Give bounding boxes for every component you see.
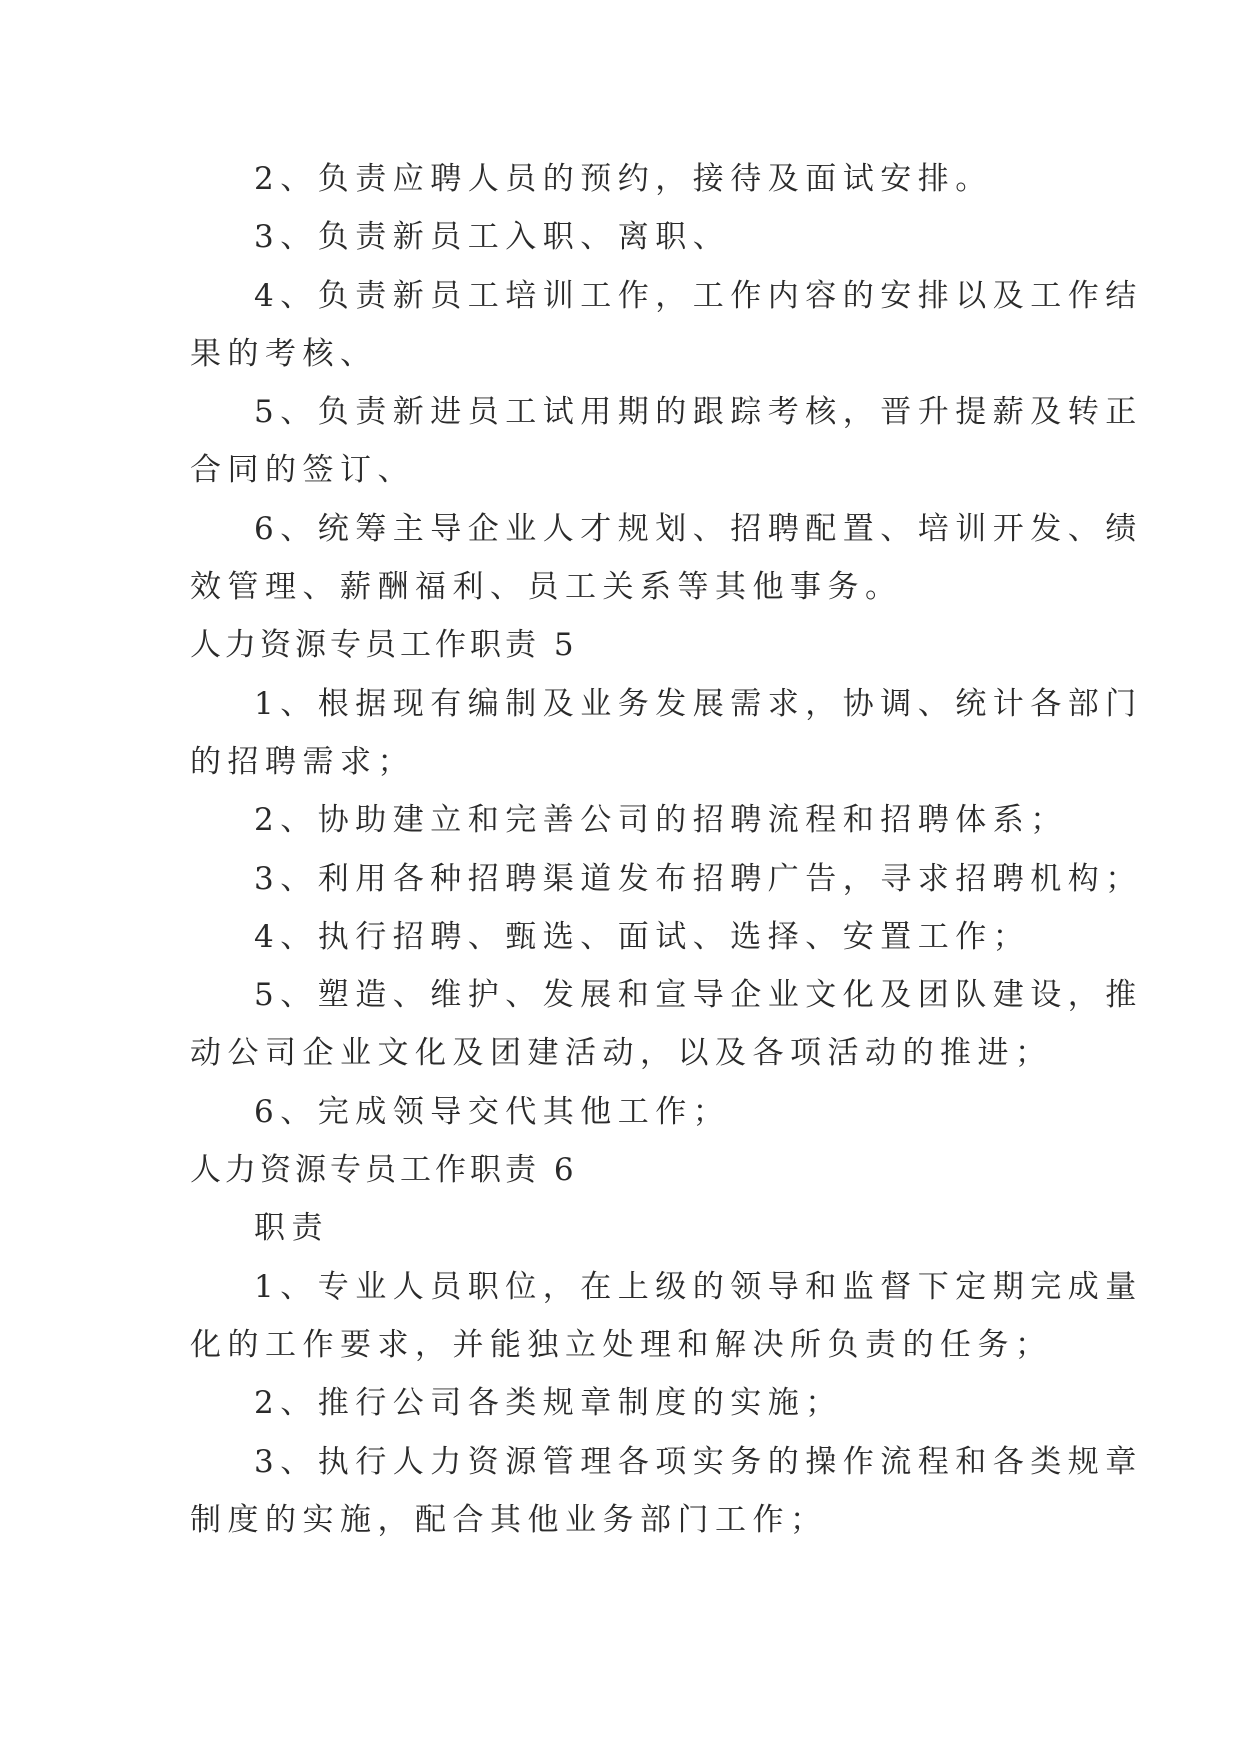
paragraph-line: 2、协助建立和完善公司的招聘流程和招聘体系； xyxy=(254,802,1068,839)
paragraph-line: 6、完成领导交代其他工作； xyxy=(254,1093,731,1130)
paragraph-line: 1、专业人员职位，在上级的领导和监督下定期完成量 xyxy=(254,1268,1143,1305)
paragraph-line: 制度的实施，配合其他业务部门工作； xyxy=(190,1501,828,1538)
paragraph-line: 4、负责新员工培训工作，工作内容的安排以及工作结 xyxy=(254,277,1143,314)
subsection-label: 职责 xyxy=(254,1210,329,1247)
paragraph-line: 动公司企业文化及团建活动，以及各项活动的推进； xyxy=(190,1035,1053,1072)
paragraph-line: 的招聘需求； xyxy=(190,743,415,780)
paragraph-line: 3、执行人力资源管理各项实务的操作流程和各类规章 xyxy=(254,1443,1143,1480)
paragraph-line: 4、执行招聘、甄选、面试、选择、安置工作； xyxy=(254,918,1031,955)
paragraph-line: 效管理、薪酬福利、员工关系等其他事务。 xyxy=(190,569,903,606)
section-heading: 人力资源专员工作职责 6 xyxy=(190,1152,578,1189)
paragraph-line: 1、根据现有编制及业务发展需求，协调、统计各部门 xyxy=(254,685,1143,722)
document-body xyxy=(190,150,1143,1549)
paragraph-line: 3、负责新员工入职、离职、 xyxy=(254,219,731,256)
paragraph-line: 2、推行公司各类规章制度的实施； xyxy=(254,1385,843,1422)
paragraph-line: 5、塑造、维护、发展和宣导企业文化及团队建设，推 xyxy=(254,977,1143,1014)
paragraph-line: 果的考核、 xyxy=(190,335,378,372)
paragraph-line: 5、负责新进员工试用期的跟踪考核，晋升提薪及转正 xyxy=(254,394,1143,431)
paragraph-line: 3、利用各种招聘渠道发布招聘广告，寻求招聘机构； xyxy=(254,860,1143,897)
paragraph-line: 6、统筹主导企业人才规划、招聘配置、培训开发、绩 xyxy=(254,510,1143,547)
paragraph-line: 2、负责应聘人员的预约，接待及面试安排。 xyxy=(254,161,993,197)
paragraph-line: 合同的签订、 xyxy=(190,452,415,489)
section-heading: 人力资源专员工作职责 5 xyxy=(190,627,578,664)
paragraph-line: 化的工作要求，并能独立处理和解决所负责的任务； xyxy=(190,1326,1053,1363)
